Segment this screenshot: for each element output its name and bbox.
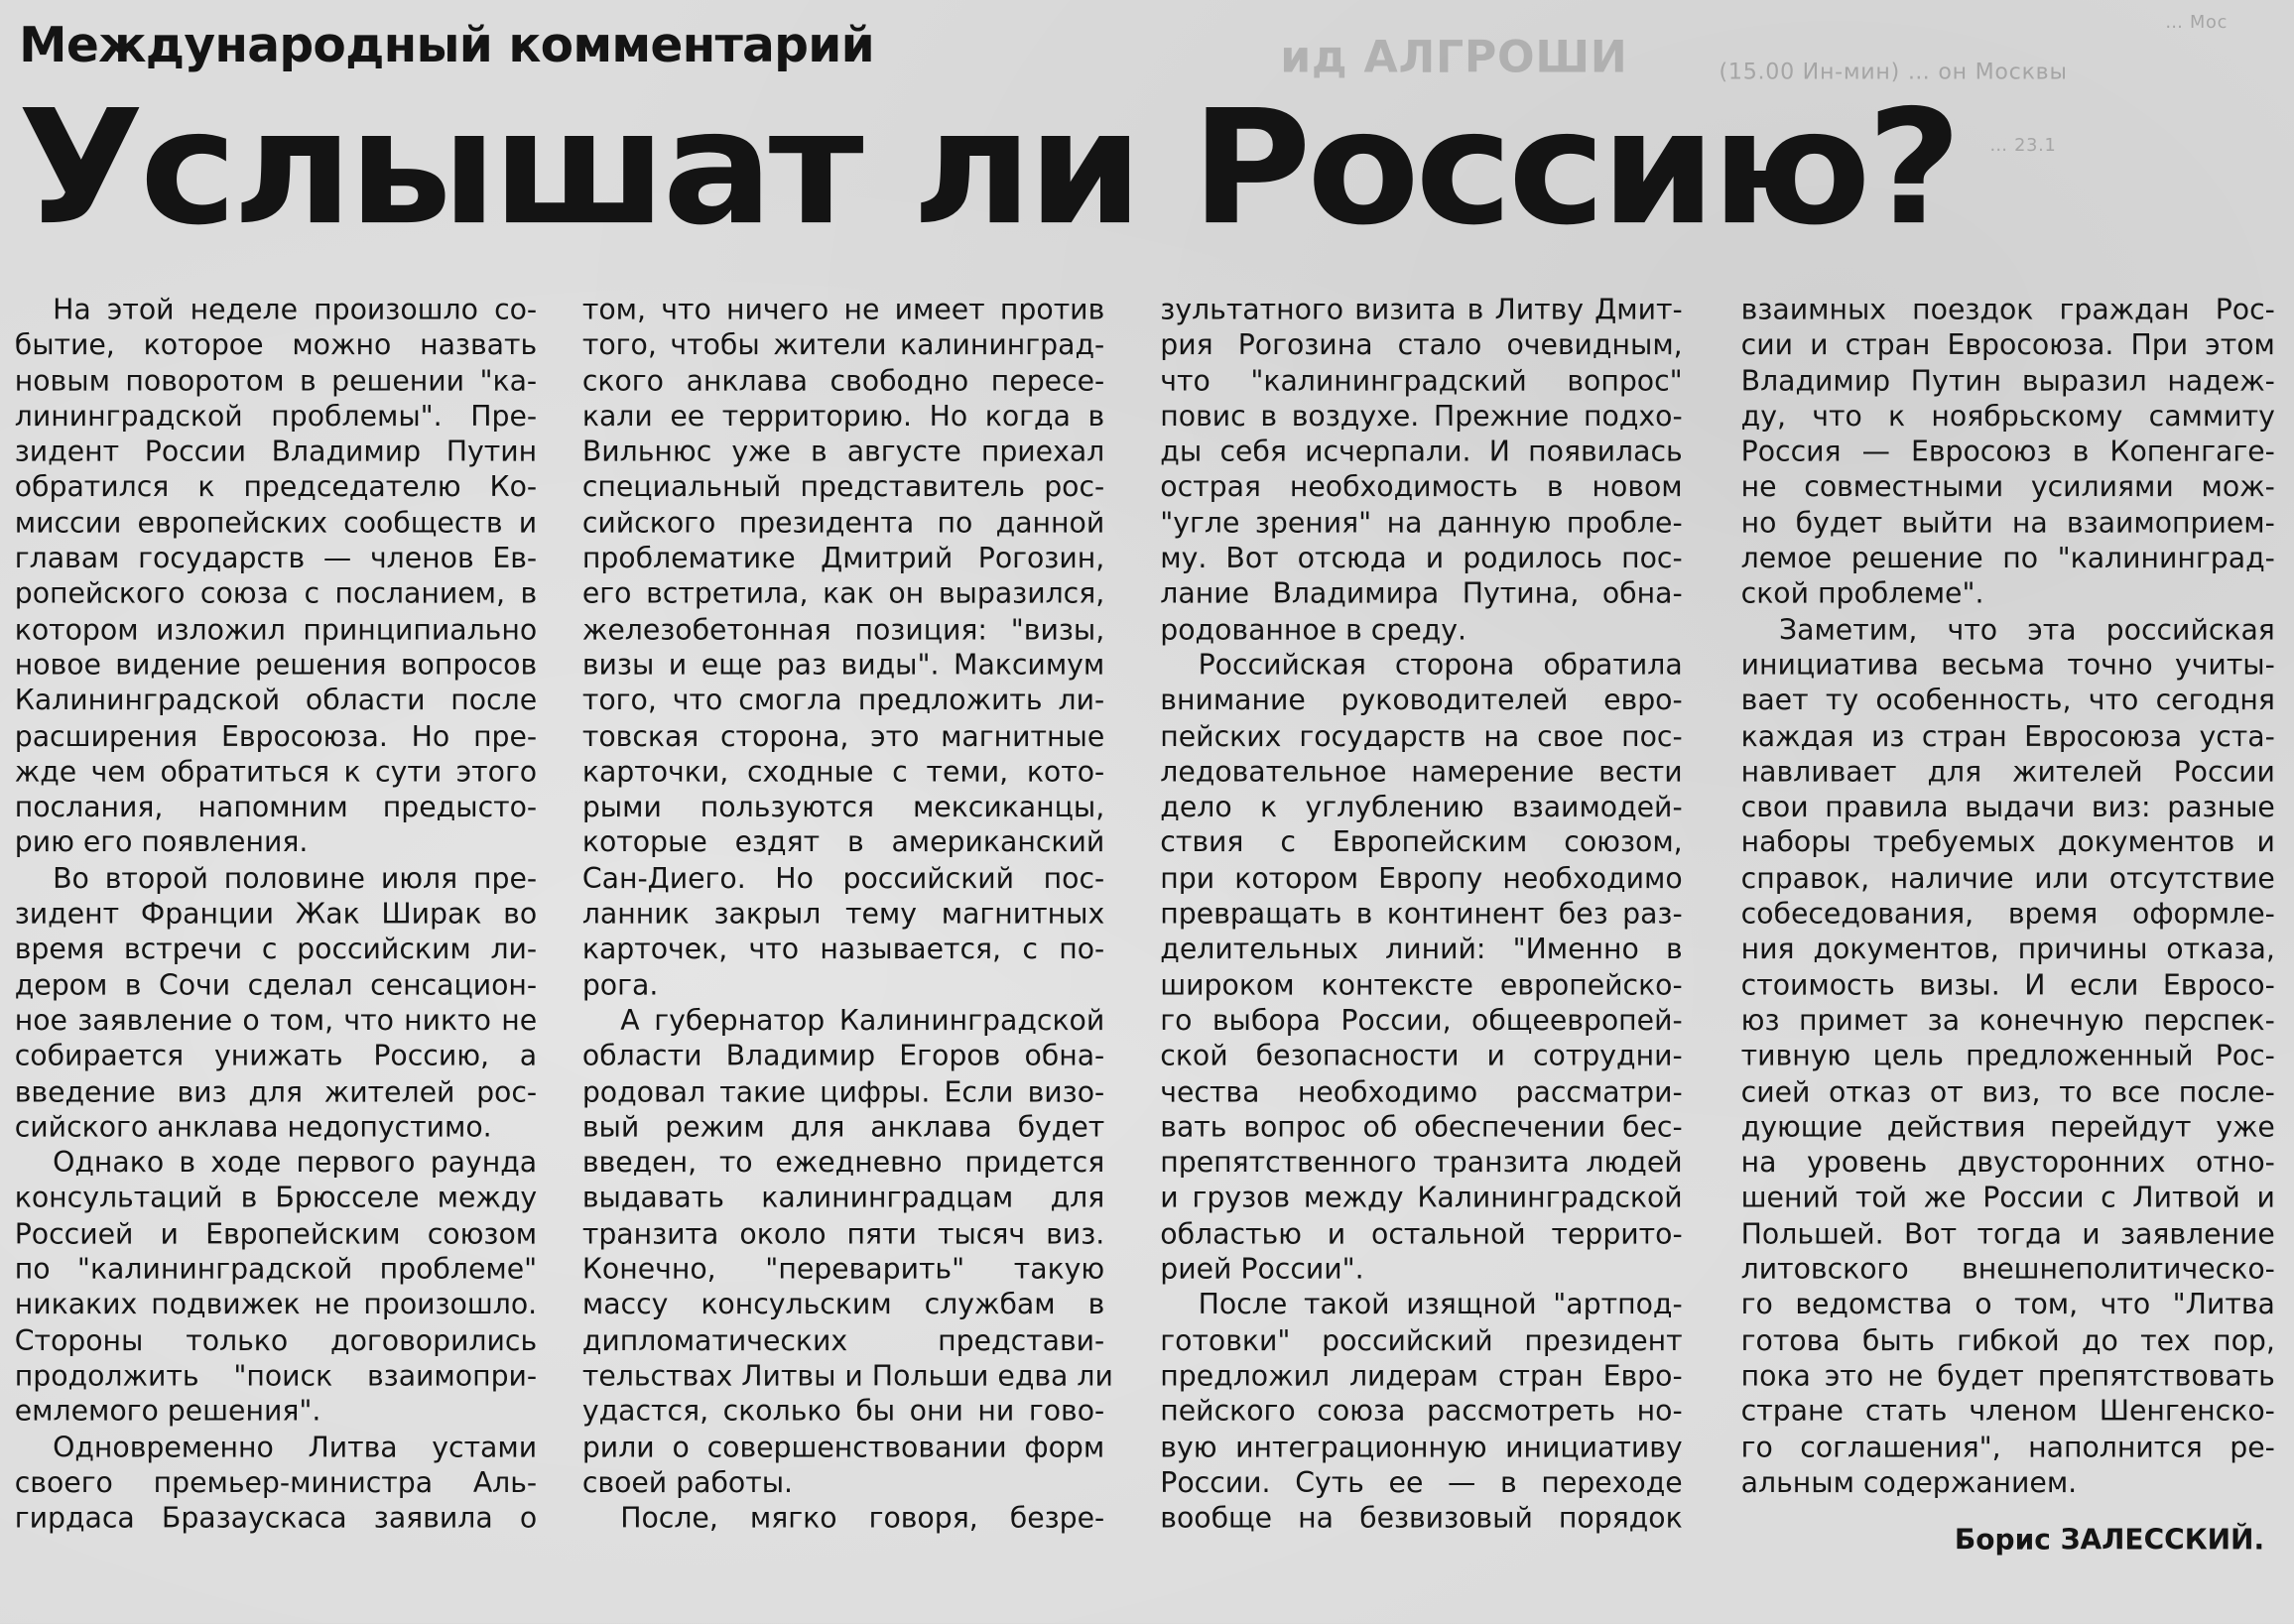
text-line: ледовательное намерение вести	[1160, 754, 1683, 789]
text-line: тельствах Литвы и Польши едва ли	[581, 1358, 1113, 1393]
bleed-through-text: … 23.1	[1989, 134, 2057, 156]
text-line: ского анклава свободно пересе-	[581, 363, 1105, 398]
text-line: стоимость визы. И если Евросо-	[1740, 967, 2275, 1002]
text-line: Конечно, "переварить" такую	[581, 1252, 1105, 1287]
text-line: рили о совершенствовании форм	[581, 1430, 1105, 1464]
text-line: карточек, что называется, с по-	[581, 932, 1105, 966]
text-line: шений той же России с Литвой и	[1740, 1181, 2275, 1215]
text-line: вообще на безвизовый порядок	[1160, 1500, 1683, 1535]
text-line: А губернатор Калининградской	[620, 1003, 1105, 1038]
text-line: го соглашения", наполнится ре-	[1740, 1430, 2275, 1464]
text-line: областью и остальной террито-	[1160, 1216, 1683, 1251]
text-line: того, чтобы жители калининград-	[581, 327, 1105, 362]
article-column-4	[1741, 293, 2275, 1501]
text-line: миссии европейских сообществ и	[14, 505, 538, 540]
text-line: рию его появления.	[14, 825, 309, 860]
text-line: его встретила, как он выразился,	[581, 576, 1105, 611]
text-line: время встречи с российским ли-	[14, 932, 538, 966]
text-line: Россия — Евросоюз в Копенгаге-	[1740, 435, 2275, 469]
text-line: и грузов между Калининградской	[1160, 1181, 1683, 1215]
text-line: ния документов, причины отказа,	[1740, 932, 2275, 966]
text-line: Российская сторона обратила	[1198, 648, 1683, 683]
text-line: ду, что к ноябрьскому саммиту	[1740, 399, 2275, 434]
text-line: обратился к председателю Ко-	[14, 470, 538, 504]
bleed-through-text: (15.00 Ин-мин) … он Москвы	[1719, 58, 2068, 85]
text-line: предложил лидерам стран Евро-	[1160, 1358, 1683, 1393]
text-line: Во второй половине июля пре-	[53, 861, 538, 896]
text-line: пейского союза рассмотреть но-	[1160, 1394, 1683, 1429]
text-line: чества необходимо рассматри-	[1160, 1074, 1683, 1108]
text-line: консультаций в Брюсселе между	[14, 1181, 538, 1215]
text-line: своего премьер-министра Аль-	[14, 1465, 538, 1500]
text-line: Сан-Диего. Но российский пос-	[581, 861, 1105, 896]
text-line: кали ее территорию. Но когда в	[581, 399, 1105, 434]
text-line: собирается унижать Россию, а	[14, 1039, 538, 1073]
text-line: Одновременно Литва устами	[53, 1430, 538, 1464]
text-line: том, что ничего не имеет против	[581, 292, 1105, 326]
text-line: ской проблеме".	[1740, 576, 1984, 611]
text-line: главам государств — членов Ев-	[14, 541, 538, 575]
text-line: емлемого решения".	[14, 1394, 321, 1429]
text-line: препятственного транзита людей	[1160, 1145, 1683, 1180]
text-line: рыми пользуются мексиканцы,	[581, 790, 1105, 824]
text-line: делительных линий: "Именно в	[1160, 932, 1683, 966]
text-line: бытие, которое можно назвать	[14, 327, 538, 362]
text-line: новое видение решения вопросов	[14, 648, 538, 683]
text-line: зультатного визита в Литву Дмит-	[1160, 292, 1683, 326]
article-column-1	[15, 293, 537, 1537]
text-line: на уровень двусторонних отно-	[1740, 1145, 2275, 1180]
text-line: каждая из стран Евросоюза уста-	[1740, 718, 2275, 753]
text-line: ской безопасности и сотрудни-	[1160, 1039, 1683, 1073]
text-line: повис в воздухе. Прежние подхо-	[1160, 399, 1683, 434]
text-line: товская сторона, это магнитные	[581, 718, 1105, 753]
text-line: После, мягко говоря, безре-	[620, 1500, 1105, 1535]
text-line: продолжить "поиск взаимопри-	[14, 1358, 538, 1393]
text-line: железобетонная позиция: "визы,	[581, 612, 1105, 647]
text-line: сией отказ от виз, то все после-	[1740, 1074, 2275, 1108]
text-line: Вильнюс уже в августе приехал	[581, 435, 1105, 469]
text-line: взаимных поездок граждан Рос-	[1740, 292, 2275, 326]
text-line: зидент России Владимир Путин	[14, 435, 538, 469]
text-line: визы и еще раз виды". Максимум	[581, 648, 1105, 683]
text-line: дипломатических представи-	[581, 1322, 1105, 1357]
article-headline: Услышат ли Россию?	[17, 77, 1958, 261]
article-column-3	[1160, 293, 1682, 1537]
text-line: но будет выйти на взаимоприем-	[1740, 505, 2275, 540]
text-line: навливает для жителей России	[1740, 754, 2275, 789]
text-line: Заметим, что эта российская	[1778, 612, 2275, 647]
text-line: лининградской проблемы". Пре-	[14, 399, 538, 434]
text-line: которые ездят в американский	[581, 825, 1105, 860]
text-line: инициатива весьма точно учиты-	[1740, 648, 2275, 683]
text-line: стране стать членом Шенгенско-	[1740, 1394, 2275, 1429]
text-line: родовал такие цифры. Если визо-	[581, 1074, 1105, 1108]
text-line: карточки, сходные с теми, кото-	[581, 754, 1105, 789]
text-line: введен, то ежедневно придется	[581, 1145, 1105, 1180]
text-line: Калининградской области после	[14, 683, 538, 717]
text-line: справок, наличие или отсутствие	[1740, 861, 2275, 896]
text-line: не совместными усилиями мож-	[1740, 470, 2275, 504]
text-line: Стороны только договорились	[14, 1322, 538, 1357]
text-line: родованное в среду.	[1160, 612, 1467, 647]
text-line: литовского внешнеполитическо-	[1740, 1252, 2275, 1287]
text-line: широком контексте европейско-	[1160, 967, 1683, 1002]
text-line: Россией и Европейским союзом	[14, 1216, 538, 1251]
text-line: Владимир Путин выразил надеж-	[1740, 363, 2275, 398]
text-line: ствия с Европейским союзом,	[1160, 825, 1683, 860]
text-line: свои правила выдачи виз: разные	[1740, 790, 2275, 824]
text-line: сийского анклава недопустимо.	[14, 1109, 492, 1144]
text-line: удастся, сколько бы они ни гово-	[581, 1394, 1105, 1429]
text-line: вать вопрос об обеспечении бес-	[1160, 1109, 1683, 1144]
text-line: никаких подвижек не произошло.	[14, 1288, 538, 1321]
text-line: альным содержанием.	[1740, 1465, 2078, 1500]
text-line: котором изложил принципиально	[14, 612, 538, 647]
text-line: собеседования, время оформле-	[1740, 896, 2275, 931]
text-line: му. Вот отсюда и родилось пос-	[1160, 541, 1683, 575]
text-line: наборы требуемых документов и	[1740, 825, 2275, 860]
text-line: тивную цель предложенный Рос-	[1740, 1039, 2275, 1073]
text-line: вает ту особенность, что сегодня	[1740, 683, 2275, 717]
text-line: вую интеграционную инициативу	[1160, 1430, 1683, 1464]
text-line: сийского президента по данной	[581, 505, 1105, 540]
text-line: го выбора России, общеевропей-	[1160, 1003, 1683, 1038]
text-line: выдавать калининградцам для	[581, 1181, 1105, 1215]
text-line: дело к углублению взаимодей-	[1160, 790, 1683, 824]
section-rubric: Международный комментарий	[19, 16, 874, 73]
text-line: транзита около пяти тысяч виз.	[581, 1216, 1105, 1251]
text-line: своей работы.	[581, 1465, 794, 1500]
bleed-through-text: … Мос	[2165, 11, 2229, 33]
text-line: вый режим для анклава будет	[581, 1109, 1105, 1144]
bleed-through-text: ид АЛГРОШИ	[1280, 32, 1628, 84]
text-line: области Владимир Егоров обна-	[581, 1039, 1105, 1073]
text-line: юз примет за конечную перспек-	[1740, 1003, 2275, 1038]
text-line: готовки" российский президент	[1160, 1322, 1683, 1357]
text-line: пока это не будет препятствовать	[1740, 1358, 2275, 1393]
text-line: "угле зрения" на данную пробле-	[1160, 505, 1683, 540]
article-column-2	[581, 292, 1113, 1537]
text-line: После такой изящной "артпод-	[1198, 1288, 1683, 1321]
text-line: На этой неделе произошло со-	[53, 292, 538, 326]
text-line: послания, напомним предысто-	[14, 790, 538, 824]
text-line: острая необходимость в новом	[1160, 470, 1683, 504]
text-line: расширения Евросоюза. Но пре-	[14, 718, 538, 753]
text-line: ланник закрыл тему магнитных	[581, 896, 1105, 931]
text-line: лание Владимира Путина, обна-	[1160, 576, 1683, 611]
text-line: внимание руководителей евро-	[1160, 683, 1683, 717]
text-line: ное заявление о том, что никто не	[14, 1003, 538, 1038]
text-line: го ведомства о том, что "Литва	[1740, 1288, 2275, 1321]
text-line: проблематике Дмитрий Рогозин,	[581, 541, 1105, 575]
text-line: новым поворотом в решении "ка-	[14, 363, 538, 398]
text-line: рога.	[581, 967, 659, 1002]
author-signature: Борис ЗАЛЕССКИЙ.	[1954, 1524, 2265, 1557]
text-line: пейских государств на свое пос-	[1160, 718, 1683, 753]
text-line: готова быть гибкой до тех пор,	[1740, 1322, 2275, 1357]
text-line: по "калининградской проблеме"	[14, 1252, 538, 1287]
text-line: ропейского союза с посланием, в	[14, 576, 538, 611]
text-line: лемое решение по "калининград-	[1740, 541, 2275, 575]
text-line: Однако в ходе первого раунда	[53, 1145, 538, 1180]
text-line: сии и стран Евросоюза. При этом	[1740, 327, 2275, 362]
text-line: жде чем обратиться к сути этого	[14, 754, 538, 789]
text-line: России. Суть ее — в переходе	[1160, 1465, 1683, 1500]
text-line: введение виз для жителей рос-	[14, 1074, 538, 1108]
text-line: гирдаса Бразаускаса заявила о	[14, 1500, 538, 1535]
text-line: рией России".	[1160, 1252, 1364, 1287]
text-line: рия Рогозина стало очевидным,	[1160, 327, 1683, 362]
text-line: зидент Франции Жак Ширак во	[14, 896, 538, 931]
text-line: того, что смогла предложить ли-	[581, 683, 1105, 717]
text-line: при котором Европу необходимо	[1160, 861, 1683, 896]
text-line: превращать в континент без раз-	[1160, 896, 1683, 931]
text-line: дером в Сочи сделал сенсацион-	[14, 967, 538, 1002]
text-line: массу консульским службам в	[581, 1288, 1105, 1321]
text-line: что "калининградский вопрос"	[1160, 363, 1683, 398]
text-line: специальный представитель рос-	[581, 470, 1105, 504]
text-line: ды себя исчерпали. И появилась	[1160, 435, 1683, 469]
text-line: Польшей. Вот тогда и заявление	[1740, 1216, 2275, 1251]
text-line: дующие действия перейдут уже	[1740, 1109, 2275, 1144]
